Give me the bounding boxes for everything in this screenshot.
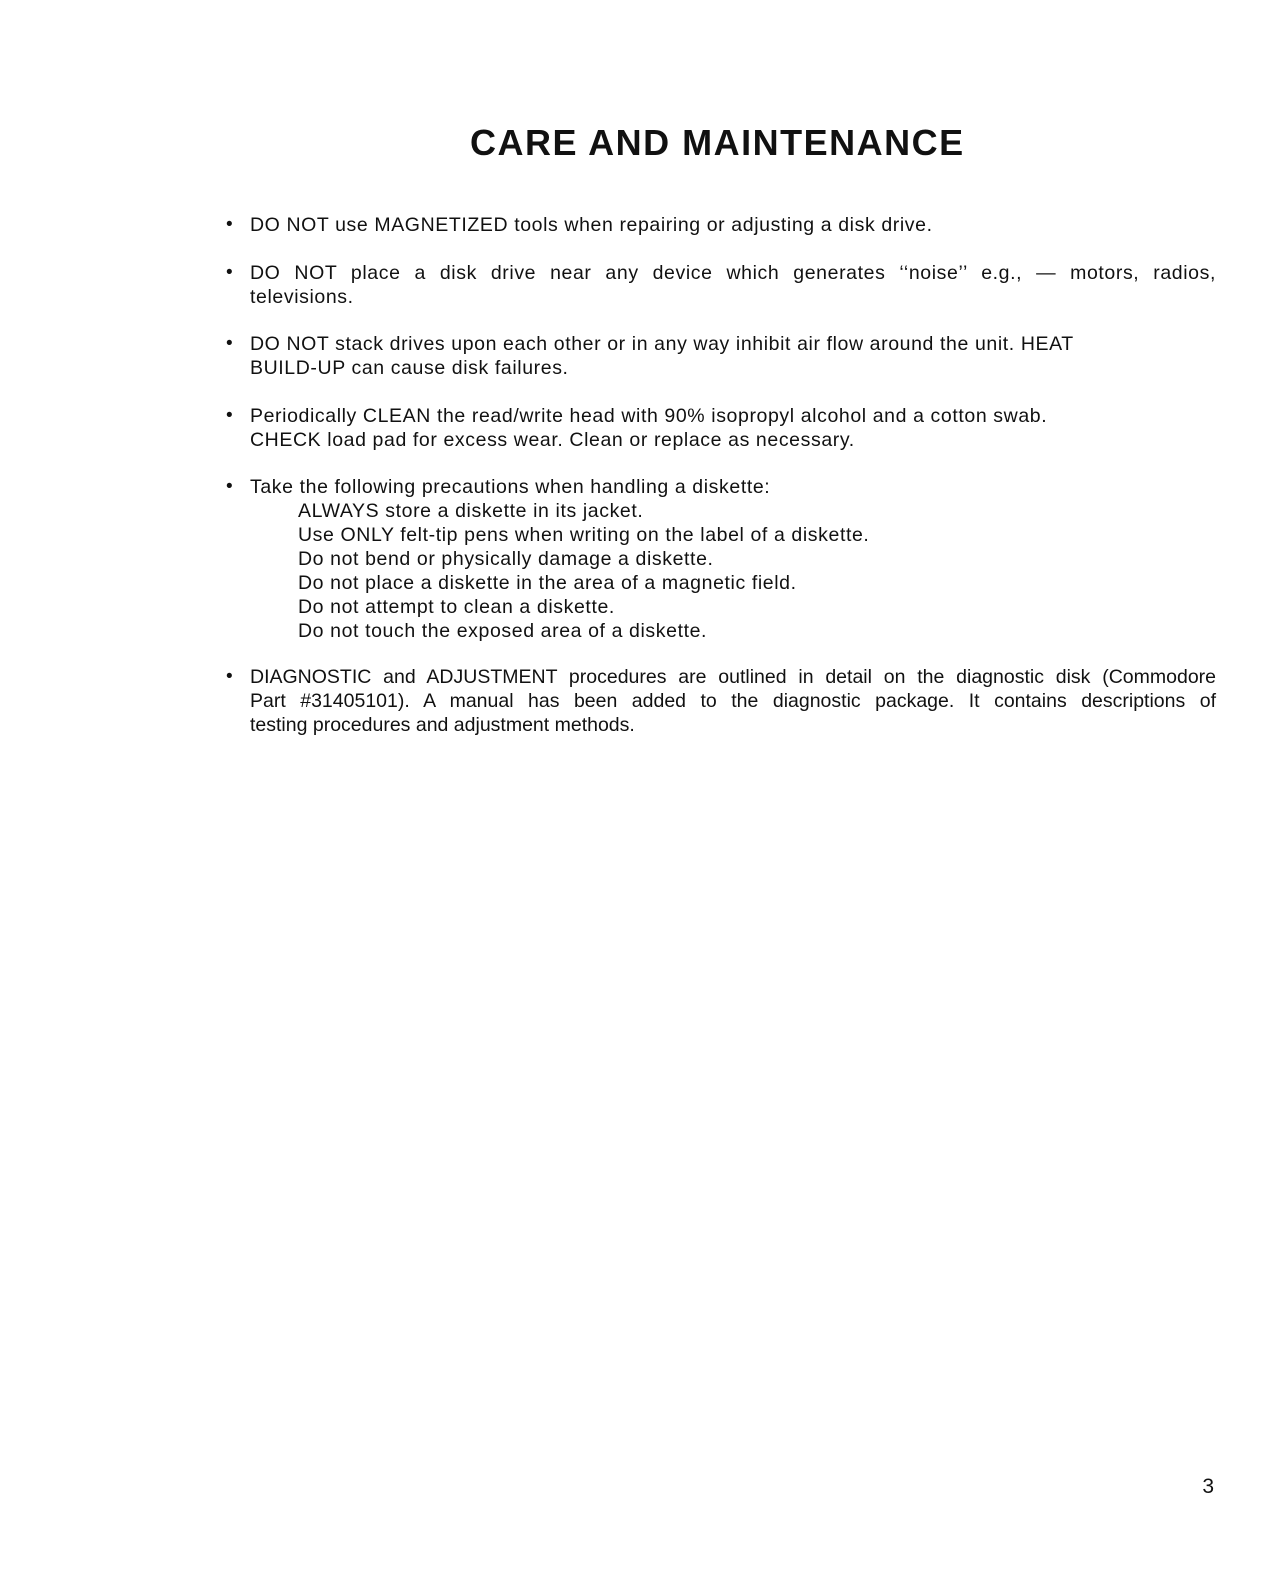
item-text: testing procedures and adjustment methods.: [250, 714, 635, 736]
list-item-cleaning: [250, 404, 1216, 452]
list-item-diskette-precautions: [250, 475, 1216, 643]
item-text: Periodically CLEAN the read/write head with 90% isopropyl alcohol and a cotton swab.: [250, 405, 1048, 427]
sub-item: Use ONLY felt-tip pens when writing on the label of a diskette.: [298, 524, 870, 546]
sub-item: Do not attempt to clean a diskette.: [298, 596, 615, 618]
item-text: DO NOT stack drives upon each other or in any way inhibit air flow around the unit. HEAT: [250, 333, 1074, 355]
item-text: BUILD-UP can cause disk failures.: [250, 357, 569, 379]
list-item-noise: [250, 261, 1216, 309]
item-text: Part #31405101). A manual has been added to the diagnostic package. It contains descriptions of: [250, 690, 1216, 712]
item-text: Take the following precautions when handling a diskette:: [250, 476, 771, 498]
list-item-air-flow: [250, 332, 1216, 380]
sub-item: Do not bend or physically damage a diskette.: [298, 548, 714, 570]
item-text: DO NOT place a disk drive near any device which generates ‘‘noise’’ e.g., — motors, radios,: [250, 262, 1216, 284]
item-text: DIAGNOSTIC and ADJUSTMENT procedures are outlined in detail on the diagnostic disk (Commodore: [250, 666, 1216, 688]
page-number: 3: [1202, 1475, 1214, 1498]
bullet-icon: [226, 475, 233, 499]
bullet-icon: [226, 213, 233, 237]
bullet-icon: [226, 665, 233, 689]
page-title: CARE AND MAINTENANCE: [470, 122, 965, 163]
bullet-icon: [226, 332, 233, 356]
list-item-diagnostic: [250, 665, 1216, 737]
sub-item: Do not touch the exposed area of a diskette.: [298, 620, 708, 642]
bullet-icon: [226, 261, 233, 285]
sub-item: Do not place a diskette in the area of a magnetic field.: [298, 572, 797, 594]
item-text: televisions.: [250, 286, 354, 308]
item-text: DO NOT use MAGNETIZED tools when repairing or adjusting a disk drive.: [250, 214, 933, 236]
item-text: CHECK load pad for excess wear. Clean or replace as necessary.: [250, 429, 855, 451]
bullet-icon: [226, 404, 233, 428]
sub-item: ALWAYS store a diskette in its jacket.: [298, 500, 644, 522]
list-item-magnetized-tools: [250, 213, 1216, 237]
